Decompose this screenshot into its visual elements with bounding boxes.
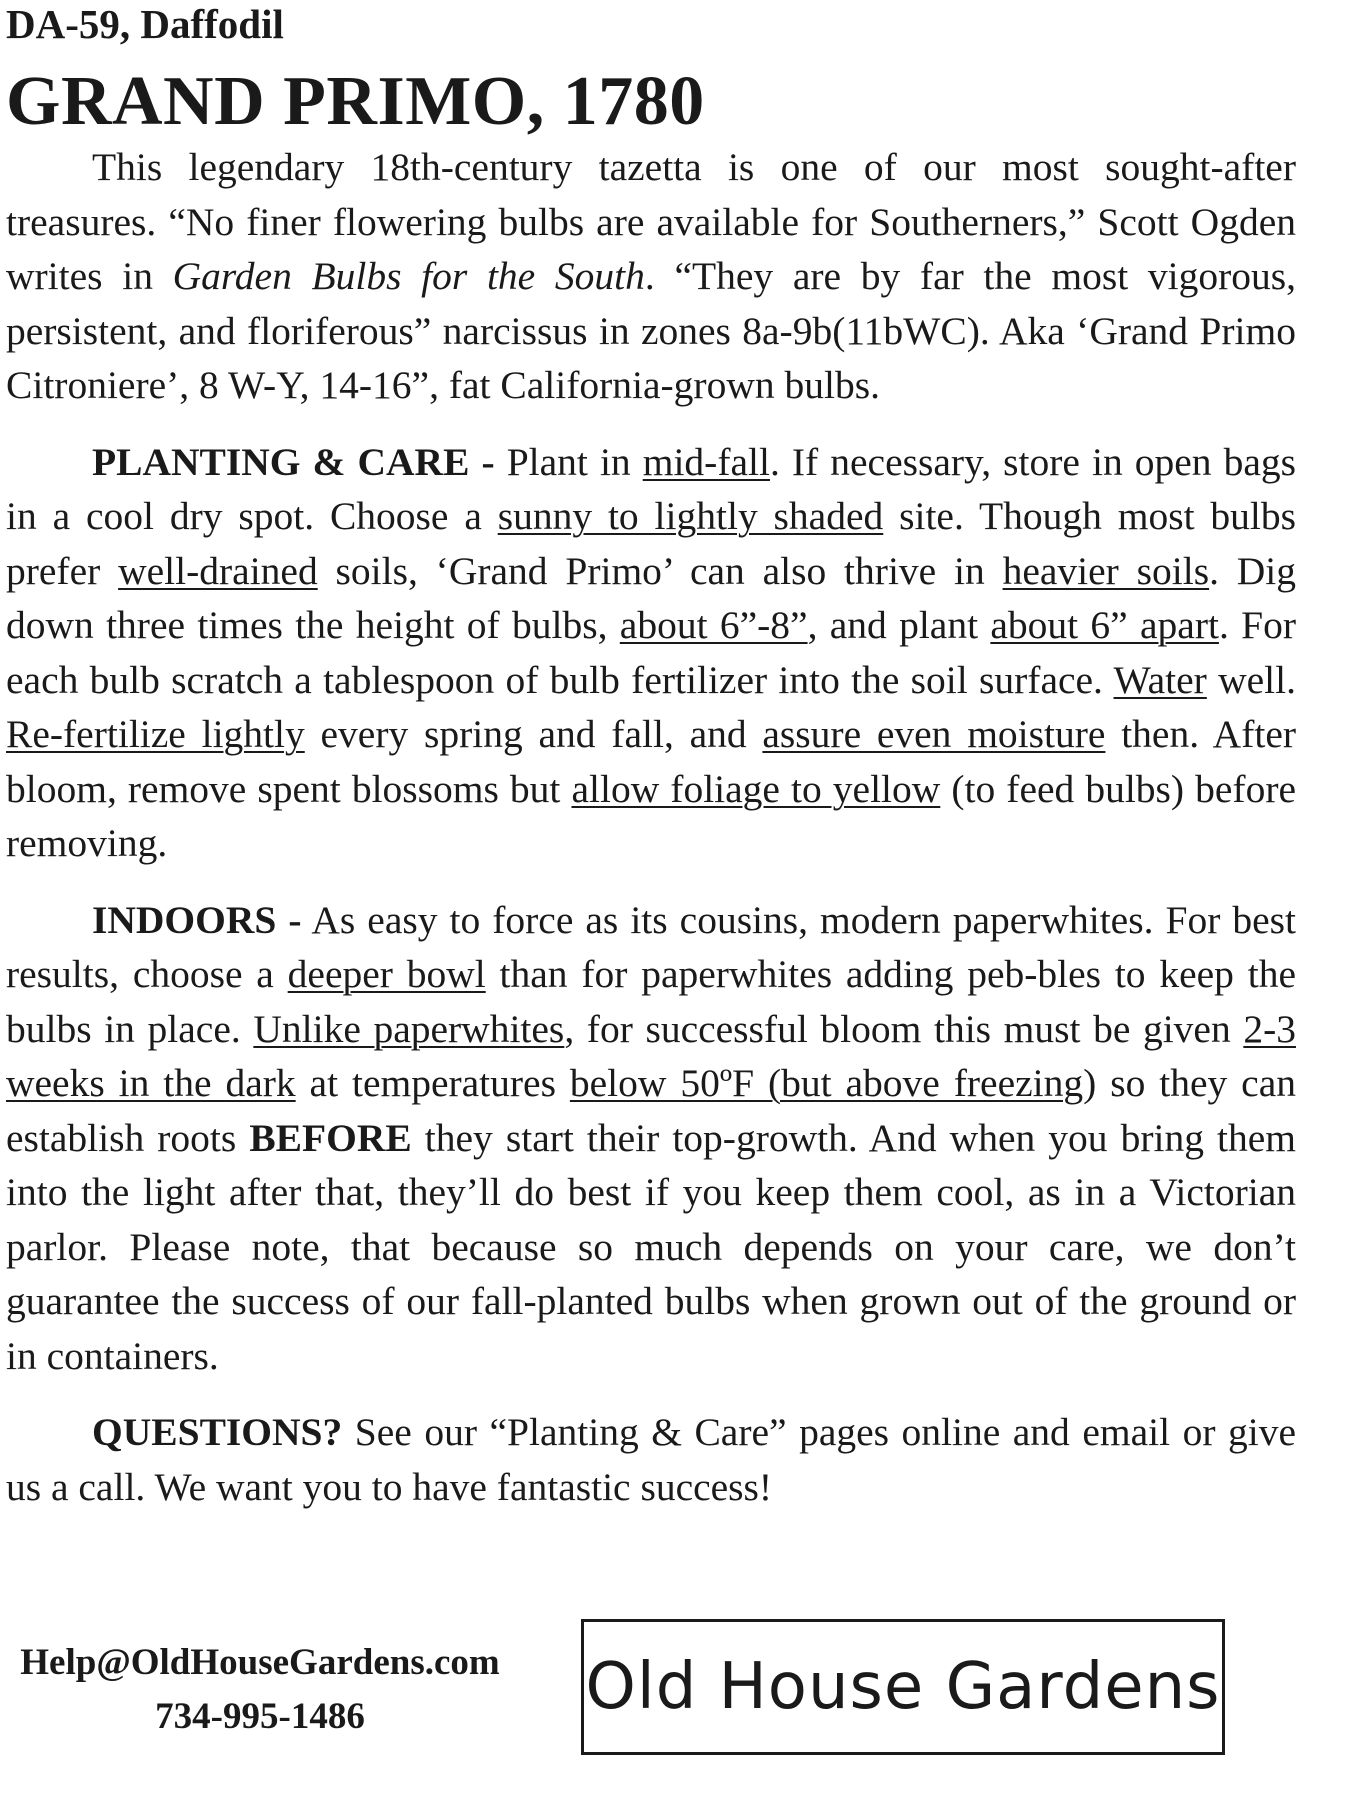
- contact-phone[interactable]: 734-995-1486: [155, 1696, 365, 1737]
- planting-emphasis: assure even moisture: [762, 712, 1106, 756]
- planting-emphasis: Water: [1113, 657, 1207, 702]
- planting-emphasis: sunny to lightly shaded: [497, 494, 884, 538]
- planting-emphasis: about 6”-8”: [619, 603, 808, 647]
- questions-paragraph: [6, 1405, 1296, 1514]
- planting-text: (to feed bulbs) before removing.: [6, 766, 1297, 865]
- indoors-paragraph: [6, 893, 1296, 1384]
- planting-text: Plant in: [494, 439, 643, 484]
- indoors-emphasis: deeper bowl: [287, 952, 486, 996]
- planting-text: . Dig down three times the height of bulbs,: [6, 548, 1297, 647]
- planting-care-paragraph: [6, 435, 1296, 871]
- indoors-text: than for paperwhites adding peb-bles to keep the bulbs in place.: [6, 952, 1296, 1051]
- indoors-heading: INDOORS -: [92, 897, 302, 942]
- description-body: [6, 140, 1296, 1536]
- planting-text: . If necessary, store in open bags in a cool dry spot. Choose a: [6, 439, 1296, 538]
- planting-emphasis: allow foliage to yellow: [571, 766, 941, 811]
- planting-emphasis: mid-fall: [642, 439, 770, 484]
- indoors-emphasis: below 50ºF (but above freezing: [569, 1061, 1084, 1105]
- planting-emphasis: heavier soils: [1002, 548, 1210, 593]
- indoors-text: they start their top-growth. And when you bring them into the light after that, they’ll do best if you keep them cool, as in a Victorian parlor. Please note, that because so much depends on your care, we don’t guarantee the success of our fall-planted bulbs when grown out of the ground or in containers.: [6, 1115, 1296, 1378]
- planting-text: soils, ‘Grand Primo’ can also thrive in: [317, 548, 1003, 593]
- indoors-emphasis: 2-3 weeks in the dark: [6, 1006, 1296, 1105]
- indoors-text: at temperatures: [295, 1061, 570, 1105]
- indoors-emphasis: Unlike paperwhites: [253, 1006, 565, 1051]
- indoors-text: , for successful bloom this must be given: [564, 1006, 1244, 1051]
- planting-heading: PLANTING & CARE -: [92, 439, 495, 484]
- planting-text: , and plant: [807, 603, 991, 647]
- planting-text: . For each bulb scratch a tablespoon of bulb fertilizer into the soil surface.: [6, 603, 1297, 702]
- planting-emphasis: well-drained: [118, 548, 318, 593]
- planting-emphasis: Re-fertilize lightly: [6, 712, 305, 756]
- planting-text: site. Though most bulbs prefer: [6, 494, 1297, 593]
- intro-text: This legendary 18th-century tazetta is one of our most sought-after treasures. “No finer flowering bulbs are available for Southerners,” Scott Ogden writes in: [6, 145, 1296, 298]
- questions-text: See our “Planting & Care” pages online and email or give us a call. We want you to have fantastic success!: [6, 1410, 1296, 1509]
- intro-text-cont: . “They are by far the most vigorous, persistent, and floriferous” narcissus in zones 8a-9b(11bWC). Aka ‘Grand Primo Citroniere’, 8 W-Y, 14-16”, fat California-grown bulbs.: [6, 254, 1297, 407]
- planting-text: then. After bloom, remove spent blossoms but: [6, 712, 1297, 811]
- planting-text: every spring and fall, and: [304, 712, 763, 756]
- questions-heading: QUESTIONS?: [92, 1410, 343, 1454]
- brand-logo: Old House Gardens: [585, 1650, 1221, 1724]
- product-code: DA-59, Daffodil: [6, 1, 284, 47]
- indoors-text: ) so they can establish roots: [6, 1061, 1296, 1160]
- book-title: Garden Bulbs for the South: [172, 254, 645, 298]
- planting-text: well.: [1206, 657, 1296, 702]
- contact-block: [0, 1636, 520, 1744]
- planting-emphasis: about 6” apart: [990, 603, 1219, 647]
- page-title: GRAND PRIMO, 1780: [6, 63, 705, 140]
- contact-email[interactable]: Help@OldHouseGardens.com: [20, 1642, 500, 1683]
- logo-box: [581, 1619, 1225, 1755]
- indoors-text: As easy to force as its cousins, modern paperwhites. For best results, choose a: [6, 897, 1296, 996]
- indoors-bold: BEFORE: [249, 1115, 412, 1160]
- intro-paragraph: [6, 140, 1296, 413]
